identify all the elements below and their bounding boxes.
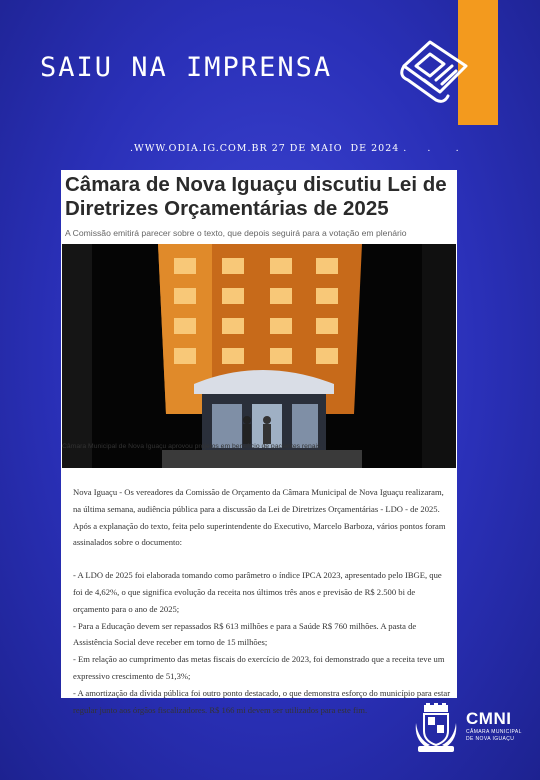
cmni-logo-sub1: CÂMARA MUNICIPAL [466, 729, 522, 735]
article-paragraph: - A LDO de 2025 foi elaborada tomando como parâmetro o índice IPCA 2023, apresentado pelo IBGE, que foi de 4,62%, o que significa evolução da receita nos últimos três anos e previsão de R$ 2.500 bi de orçamento para o ano de 2025; [73, 570, 442, 614]
cmni-logo [466, 709, 534, 755]
photo-caption: Câmara Municipal de Nova Iguaçu aprovou projetos em benefício de pacientes renais. [62, 443, 323, 450]
source-line: .WWW.ODIA.IG.COM.BR 27 DE MAIO DE 2024 . . . [130, 143, 460, 154]
article-headline: Câmara de Nova Iguaçu discutiu Lei de Diretrizes Orçamentárias de 2025 [65, 173, 447, 220]
footer-logos [414, 703, 534, 773]
article-paragraph: - Para a Educação devem ser repassados R$ 613 milhões e para a Saúde R$ 760 milhões. A pasta de Assistência Social deve receber em torno de 15 milhões; [73, 620, 417, 648]
nova-iguacu-coat-of-arms-icon [414, 703, 458, 753]
article-paragraph: Nova Iguaçu - Os vereadores da Comissão de Orçamento da Câmara Municipal de Nova Iguaçu realizaram, na última semana, audiência pública para a discussão da Lei de Diretrizes Orçamentárias - LDO - de 2025. Após a explanação do texto, feita pelo superintendente do Executivo, Marcelo Barboza, vários pontos foram assinalados sobre o documento: [73, 487, 446, 548]
cmni-logo-sub2: DE NOVA IGUAÇU [466, 735, 515, 742]
article-body [73, 484, 453, 718]
article-subheadline: A Comissão emitirá parecer sobre o texto, que depois seguirá para a votação em plenário [65, 228, 407, 238]
page-title: SAIU NA IMPRENSA [40, 52, 333, 83]
cmni-logo-title: CMNI [466, 709, 512, 728]
article-photo [62, 244, 456, 468]
news-article [61, 170, 457, 715]
newspaper-icon [396, 36, 472, 106]
article-paragraph: - A amortização da dívida pública foi outro ponto destacado, o que demonstra esforço do município para estar regular junto aos órgãos fiscalizadores. R$ 166 mi devem ser utilizados para este fim. [73, 687, 451, 715]
article-paragraph: - Em relação ao cumprimento das metas fiscais do exercício de 2023, foi demonstrado que a receita teve um expressivo crescimento de 51,3%; [73, 654, 445, 681]
